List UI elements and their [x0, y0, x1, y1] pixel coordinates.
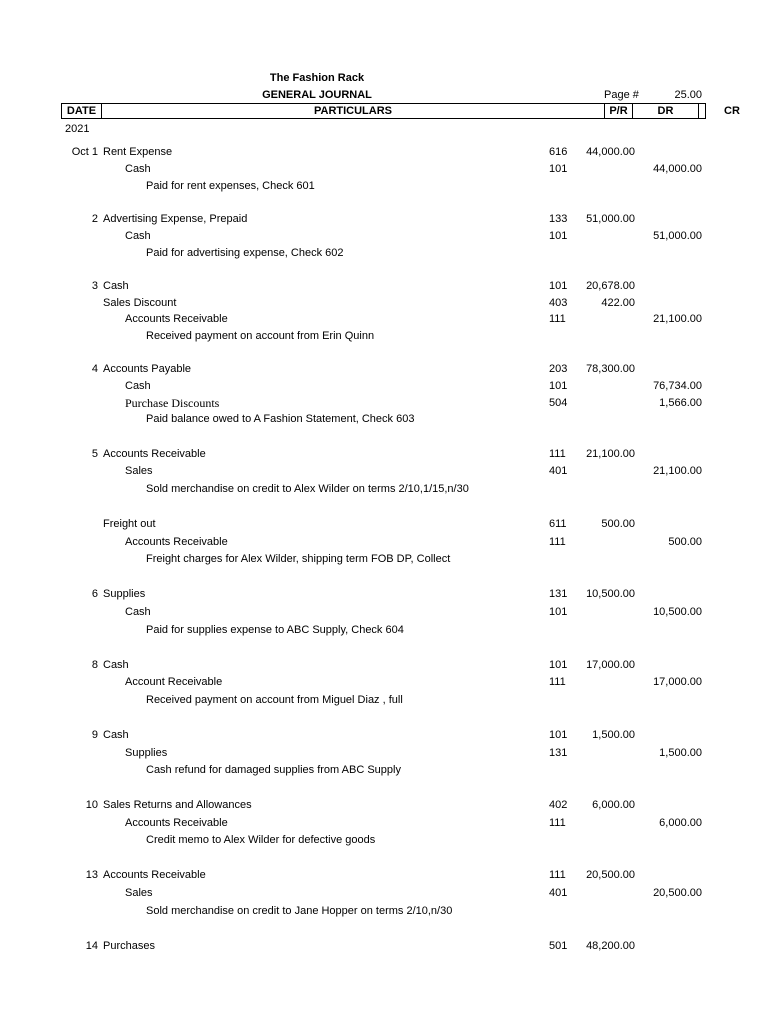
posting-reference: 131 — [549, 588, 568, 600]
col-particulars: PARTICULARS — [102, 104, 605, 118]
col-pr: P/R — [605, 104, 633, 118]
journal-row — [0, 798, 768, 812]
entry-explanation: Sold merchandise on credit to Jane Hopper on terms 2/10,n/30 — [146, 905, 453, 917]
entry-explanation: Paid for rent expenses, Check 601 — [146, 180, 315, 192]
posting-reference: 111 — [549, 817, 566, 829]
journal-row — [0, 587, 768, 601]
debit-amount: 48,200.00 — [586, 940, 635, 952]
journal-row — [0, 693, 768, 707]
posting-reference: 501 — [549, 940, 568, 952]
account-name: Rent Expense — [103, 146, 173, 158]
journal-row — [0, 658, 768, 672]
posting-reference: 111 — [549, 536, 566, 548]
credit-amount: 51,000.00 — [653, 230, 702, 242]
journal-row — [0, 535, 768, 549]
debit-amount: 1,500.00 — [592, 729, 635, 741]
account-name: Cash — [103, 729, 129, 741]
entry-date: 2 — [91, 213, 98, 225]
account-name: Cash — [103, 659, 129, 671]
account-name: Cash — [125, 380, 151, 392]
account-name: Cash — [125, 163, 151, 175]
journal-row — [0, 886, 768, 900]
journal-row — [0, 728, 768, 742]
account-name: Accounts Payable — [103, 363, 192, 375]
journal-row — [0, 623, 768, 637]
posting-reference: 101 — [549, 606, 568, 618]
account-name: Accounts Receivable — [103, 448, 206, 460]
posting-reference: 611 — [549, 518, 567, 530]
posting-reference: 504 — [549, 397, 568, 409]
account-name: Purchases — [103, 940, 155, 952]
journal-row — [0, 447, 768, 461]
account-name: Supplies — [103, 588, 146, 600]
journal-row — [0, 229, 768, 243]
entry-explanation: Paid balance owed to A Fashion Statement, Check 603 — [146, 413, 415, 425]
journal-row — [0, 833, 768, 847]
col-cr: CR — [724, 105, 740, 117]
page-label: Page # — [604, 89, 639, 101]
posting-reference: 402 — [549, 799, 568, 811]
company-name: The Fashion Rack — [269, 72, 365, 84]
account-name: Accounts Receivable — [125, 536, 228, 548]
debit-amount: 20,500.00 — [586, 869, 635, 881]
journal-row — [0, 763, 768, 777]
journal-year: 2021 — [65, 123, 90, 135]
posting-reference: 401 — [549, 887, 568, 899]
posting-reference: 616 — [549, 146, 568, 158]
credit-amount: 21,100.00 — [653, 465, 702, 477]
credit-amount: 10,500.00 — [653, 606, 702, 618]
posting-reference: 403 — [549, 297, 568, 309]
col-dr: DR — [633, 104, 699, 118]
credit-amount: 21,100.00 — [653, 313, 702, 325]
account-name: Cash — [103, 280, 129, 292]
journal-row — [0, 816, 768, 830]
posting-reference: 131 — [549, 747, 568, 759]
journal-row — [0, 179, 768, 193]
entry-date: Oct 1 — [71, 146, 98, 158]
page-number: 25.00 — [674, 89, 702, 101]
journal-row — [0, 746, 768, 760]
journal-row — [0, 246, 768, 260]
posting-reference: 133 — [549, 213, 568, 225]
account-name: Purchase Discounts — [125, 396, 220, 410]
entry-date: 8 — [91, 659, 98, 671]
debit-amount: 6,000.00 — [592, 799, 635, 811]
entry-date: 14 — [85, 940, 98, 952]
entry-date: 3 — [91, 280, 98, 292]
journal-row — [0, 379, 768, 393]
col-date: DATE — [62, 104, 102, 118]
journal-row — [0, 939, 768, 953]
journal-row — [0, 296, 768, 310]
account-name: Freight out — [103, 518, 156, 530]
entry-date: 4 — [91, 363, 98, 375]
account-name: Cash — [125, 606, 151, 618]
account-name: Sales Discount — [103, 297, 177, 309]
posting-reference: 111 — [549, 676, 566, 688]
account-name: Sales — [125, 887, 153, 899]
entry-explanation: Sold merchandise on credit to Alex Wilder on terms 2/10,1/15,n/30 — [146, 483, 469, 495]
posting-reference: 203 — [549, 363, 568, 375]
debit-amount: 20,678.00 — [586, 280, 635, 292]
debit-amount: 422.00 — [601, 297, 635, 309]
credit-amount: 20,500.00 — [653, 887, 702, 899]
journal-row — [0, 868, 768, 882]
posting-reference: 111 — [549, 869, 566, 881]
journal-row — [0, 412, 768, 426]
posting-reference: 111 — [549, 313, 566, 325]
entry-explanation: Cash refund for damaged supplies from ABC Supply — [146, 764, 401, 776]
credit-amount: 44,000.00 — [653, 163, 702, 175]
account-name: Cash — [125, 230, 151, 242]
account-name: Advertising Expense, Prepaid — [103, 213, 248, 225]
entry-date: 9 — [91, 729, 98, 741]
debit-amount: 21,100.00 — [586, 448, 635, 460]
debit-amount: 51,000.00 — [586, 213, 635, 225]
debit-amount: 44,000.00 — [586, 146, 635, 158]
account-name: Accounts Receivable — [103, 869, 206, 881]
entry-date: 6 — [91, 588, 98, 600]
journal-row — [0, 329, 768, 343]
journal-row — [0, 904, 768, 918]
account-name: Sales Returns and Allowances — [103, 799, 252, 811]
entry-explanation: Paid for advertising expense, Check 602 — [146, 247, 344, 259]
journal-row — [0, 464, 768, 478]
account-name: Account Receivable — [125, 676, 223, 688]
account-name: Sales — [125, 465, 153, 477]
journal-row — [0, 552, 768, 566]
credit-amount: 6,000.00 — [659, 817, 702, 829]
journal-row — [0, 162, 768, 176]
posting-reference: 101 — [549, 729, 568, 741]
credit-amount: 17,000.00 — [653, 676, 702, 688]
entry-date: 5 — [91, 448, 98, 460]
journal-row — [0, 145, 768, 159]
entry-date: 10 — [85, 799, 98, 811]
entry-date: 13 — [85, 869, 98, 881]
entry-explanation: Paid for supplies expense to ABC Supply, Check 604 — [146, 624, 404, 636]
debit-amount: 17,000.00 — [586, 659, 635, 671]
debit-amount: 78,300.00 — [586, 363, 635, 375]
journal-row — [0, 396, 768, 410]
journal-row — [0, 517, 768, 531]
credit-amount: 1,566.00 — [659, 397, 702, 409]
entry-explanation: Received payment on account from Erin Quinn — [146, 330, 375, 342]
posting-reference: 101 — [549, 659, 568, 671]
posting-reference: 101 — [549, 163, 568, 175]
journal-row — [0, 212, 768, 226]
journal-title: GENERAL JOURNAL — [262, 89, 372, 101]
journal-row — [0, 362, 768, 376]
debit-amount: 500.00 — [601, 518, 635, 530]
entry-explanation: Freight charges for Alex Wilder, shipping term FOB DP, Collect — [146, 553, 451, 565]
journal-row — [0, 312, 768, 326]
credit-amount: 76,734.00 — [653, 380, 702, 392]
posting-reference: 101 — [549, 230, 568, 242]
journal-row — [0, 675, 768, 689]
posting-reference: 101 — [549, 280, 568, 292]
journal-row — [0, 279, 768, 293]
entry-explanation: Received payment on account from Miguel Diaz , full — [146, 694, 403, 706]
journal-row — [0, 482, 768, 496]
account-name: Supplies — [125, 747, 168, 759]
credit-amount: 1,500.00 — [659, 747, 702, 759]
posting-reference: 401 — [549, 465, 568, 477]
posting-reference: 101 — [549, 380, 568, 392]
debit-amount: 10,500.00 — [586, 588, 635, 600]
entry-explanation: Credit memo to Alex Wilder for defective goods — [146, 834, 376, 846]
account-name: Accounts Receivable — [125, 313, 228, 325]
journal-header-row — [61, 103, 740, 119]
account-name: Accounts Receivable — [125, 817, 228, 829]
journal-row — [0, 605, 768, 619]
credit-amount: 500.00 — [668, 536, 702, 548]
posting-reference: 111 — [549, 448, 566, 460]
